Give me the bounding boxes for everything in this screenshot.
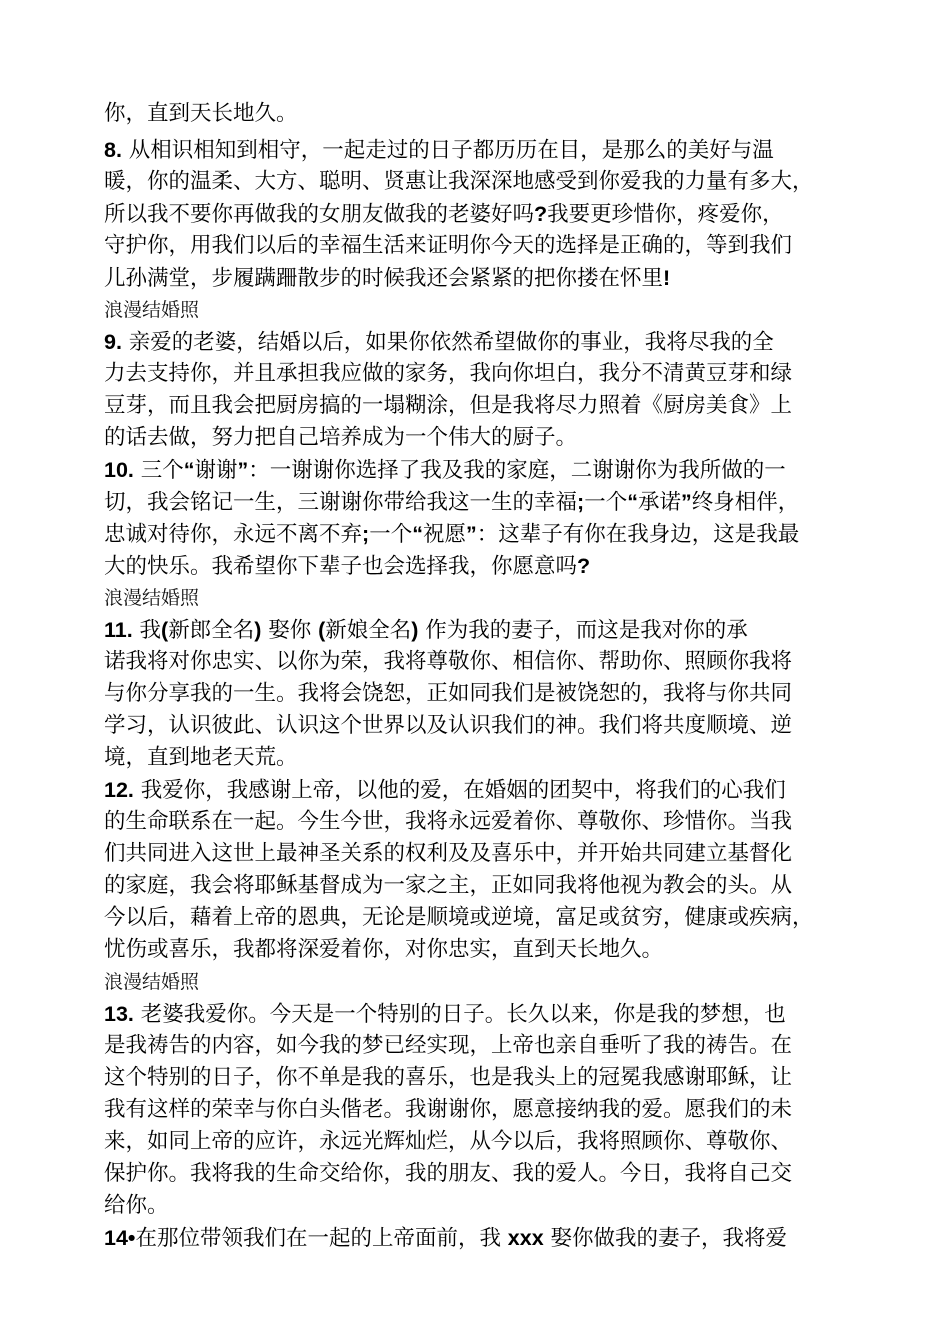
text-span: 学习，认识彼此、认识这个世界以及认识我们的神。我们将共度顺境、逆 [104,713,793,738]
quote-mark: “ [412,522,423,546]
text-span: 给你。 [104,1193,169,1218]
text-span: 所以我不要你再做我的女朋友做我的老婆好吗 [104,202,535,227]
text-line [104,98,298,130]
paragraph-13-line-2 [104,1030,792,1062]
paragraph-8-line-3 [104,198,784,230]
text-span: 我爱你，我感谢上帝，以他的爱，在婚姻的团契中，将我们的心我们 [133,778,786,803]
text-span: 豆芽，而且我会把厨房搞的一塌糊涂，但是我将尽力照着《厨房美食》上 [104,393,793,418]
punctuation: ( [318,618,326,642]
paragraph-13-line-4 [104,1094,792,1126]
paragraph-13-line-6 [104,1158,792,1190]
paragraph-9-line-1 [104,326,774,358]
text-span: 来，如同上帝的应许，永远光辉灿烂，从今以后，我将照顾你、尊敬你、 [104,1129,793,1154]
text-span: 的话去做，努力把自己培养成为一个伟大的厨子。 [104,425,578,450]
text-span: 我要更珍惜你，疼爱你， [547,202,784,227]
paragraph-10-line-3 [104,518,799,550]
paragraph-number: 10. [104,458,134,482]
text-span: 切，我会铭记一生，三谢谢你带给我这一生的幸福 [104,490,578,515]
caption-text: 浪漫结婚照 [104,971,200,993]
paragraph-13-line-3 [104,1062,792,1094]
paragraph-11-line-5 [104,742,298,774]
text-span: 一个 [369,522,413,547]
text-span: 是我祷告的内容，如今我的梦已经实现，上帝也亲自垂听了我的祷告。在 [104,1033,793,1058]
text-span: 忧伤或喜乐，我都将深爱着你，对你忠实，直到天长地久。 [104,937,664,962]
paragraph-11-line-2 [104,646,792,678]
paragraph-number: 14• [104,1226,136,1250]
paragraph-11-line-4 [104,710,792,742]
paragraph-12-line-1 [104,774,786,806]
quote-mark: ” [680,490,692,514]
text-span: 我 [132,618,162,643]
paragraph-10-line-1 [104,454,786,486]
quote-mark: ” [237,458,249,482]
paragraph-number: 8. [104,138,122,162]
text-span: ：这辈子有你在我身边，这是我最 [476,522,800,547]
text-span: 老婆我爱你。今天是一个特别的日子。长久以来，你是我的梦想，也 [133,1002,786,1027]
text-span: 们共同进入这世上最神圣关系的权利及及喜乐中，并开始共同建立基督化 [104,841,793,866]
punctuation: ; [362,522,370,546]
text-span: 承诺 [637,490,681,515]
paragraph-10-line-4 [104,550,590,582]
text-span: 力去支持你，并且承担我应做的家务，我向你坦白，我分不清黄豆芽和绿 [104,361,793,386]
text-span: 忠诚对待你，永远不离不弃 [104,522,363,547]
paragraph-8-line-1 [104,134,774,166]
punctuation: ! [663,266,671,290]
caption-text: 浪漫结婚照 [104,587,200,609]
text-span: 终身相伴， [691,490,800,515]
text-span: 今以后，藉着上帝的恩典，无论是顺境或逆境，富足或贫穷，健康或疾病， [104,905,814,930]
caption [104,294,199,326]
text-span: 娶你 [261,618,319,643]
text-span: 从相识相知到相守，一起走过的日子都历历在目，是那么的美好与温 [121,138,774,163]
paragraph-9-line-2 [104,358,792,390]
text-span: 我有这样的荣幸与你白头偕老。我谢谢你，愿意接纳我的爱。愿我们的未 [104,1097,793,1122]
text-span: 在那位带领我们在一起的上帝面前，我 [135,1226,508,1251]
paragraph-12-line-2 [104,806,792,838]
paragraph-11-line-3 [104,678,792,710]
text-span: 娶你做我的妻子，我将爱 [543,1226,788,1251]
caption [104,582,199,614]
paragraph-9-line-3 [104,390,792,422]
text-span: 新娘全名 [325,618,412,643]
text-span: 作为我的妻子，而这是我对你的承 [418,618,748,643]
paragraph-11-line-1 [104,614,748,646]
text-span: 祝愿 [422,522,466,547]
quote-mark: ” [465,522,477,546]
paragraph-number: 12. [104,778,134,802]
paragraph-number: 13. [104,1002,134,1026]
caption [104,966,199,998]
text-span: 的生命联系在一起。今生今世，我将永远爱着你、尊敬你、珍惜你。当我 [104,809,793,834]
text-span: 大的快乐。我希望你下辈子也会选择我，你愿意吗 [104,554,578,579]
text-span: 境，直到地老天荒。 [104,745,298,770]
paragraph-12-line-4 [104,870,792,902]
paragraph-12-line-3 [104,838,792,870]
paragraph-12-line-5 [104,902,814,934]
quote-mark: “ [627,490,638,514]
paragraph-12-line-6 [104,934,663,966]
caption-text: 浪漫结婚照 [104,299,200,321]
paragraph-number: 11. [104,618,133,642]
text-span: 诺我将对你忠实、以你为荣，我将尊敬你、相信你、帮助你、照顾你我将 [104,649,793,674]
text-span: 这个特别的日子，你不单是我的喜乐，也是我头上的冠冕我感谢耶稣，让 [104,1065,793,1090]
placeholder-name: xxx [507,1226,544,1250]
text-span: 的家庭，我会将耶稣基督成为一家之主，正如同我将他视为教会的头。从 [104,873,793,898]
paragraph-9-line-4 [104,422,577,454]
punctuation: ? [534,202,548,226]
text-span: 三个 [133,458,184,483]
text-span: 一个 [584,490,628,515]
text-span: 暖，你的温柔、大方、聪明、贤惠让我深深地感受到你爱我的力量有多大， [104,169,814,194]
punctuation: ) [411,618,419,642]
punctuation: ( [161,618,169,642]
text-span: 与你分享我的一生。我将会饶恕，正如同我们是被饶恕的，我将与你共同 [104,681,793,706]
paragraph-8-line-5 [104,262,670,294]
paragraph-8-line-4 [104,230,792,262]
text-span: 守护你，用我们以后的幸福生活来证明你今天的选择是正确的，等到我们 [104,233,793,258]
text-span: 保护你。我将我的生命交给你，我的朋友、我的爱人。今日，我将自己交 [104,1161,793,1186]
paragraph-8-line-2 [104,166,814,198]
paragraph-13-line-7 [104,1190,169,1222]
paragraph-13-line-5 [104,1126,792,1158]
punctuation: ? [577,554,591,578]
paragraph-10-line-2 [104,486,799,518]
text-span: 新郎全名 [168,618,255,643]
paragraph-7-end: 你，直到天长地久。 [104,101,298,126]
paragraph-14-line-1 [104,1222,787,1254]
text-span: 儿孙满堂，步履蹒跚散步的时候我还会紧紧的把你搂在怀里 [104,266,664,291]
text-span: 亲爱的老婆，结婚以后，如果你依然希望做你的事业，我将尽我的全 [121,330,774,355]
paragraph-13-line-1 [104,998,786,1030]
punctuation: ) [254,618,262,642]
text-span: ：一谢谢你选择了我及我的家庭，二谢谢你为我所做的一 [248,458,786,483]
paragraph-number: 9. [104,330,122,354]
text-span: 谢谢 [194,458,238,483]
quote-mark: “ [183,458,195,482]
punctuation: ; [577,490,585,514]
